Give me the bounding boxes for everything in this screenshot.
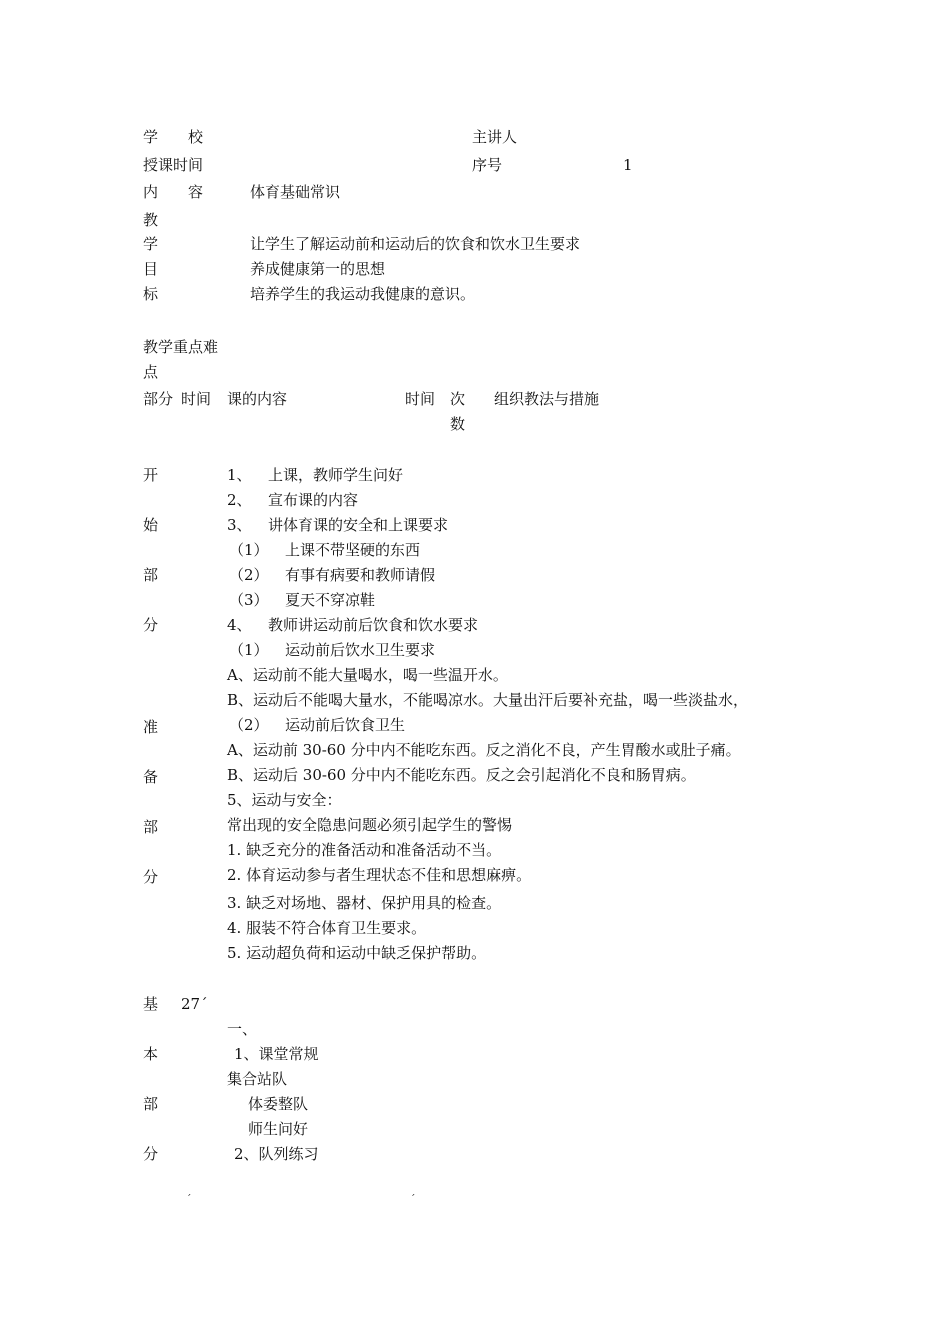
- lecturer-label: 主讲人: [472, 128, 518, 146]
- start-label-char: 始: [143, 516, 159, 534]
- column-content: 课的内容: [227, 390, 288, 408]
- prep-label-char: 备: [143, 768, 159, 786]
- column-method: 组织教法与措施: [494, 390, 600, 408]
- goals-label-char: 教: [143, 211, 159, 229]
- roman-one: 一、: [227, 1020, 258, 1038]
- safety-item: 5. 运动超负荷和运动中缺乏保护帮助。: [227, 944, 487, 962]
- item-number: 3、: [227, 516, 252, 534]
- safety-item: 1. 缺乏充分的准备活动和准备活动不当。: [227, 841, 502, 859]
- column-time: 时间: [181, 390, 212, 408]
- sub-item-text: 运动前后饮食卫生: [285, 716, 406, 734]
- water-rule-line: A、运动前不能大量喝水，喝一些温开水。: [227, 666, 508, 684]
- sub-item-text: 有事有病要和教师请假: [285, 566, 436, 584]
- basic-label-char: 分: [143, 1145, 159, 1163]
- goals-label-char: 学: [143, 235, 159, 253]
- basic-time: 27´: [181, 995, 208, 1013]
- prep-label-char: 部: [143, 818, 159, 836]
- column-part: 部分: [143, 390, 174, 408]
- start-label-char: 开: [143, 466, 159, 484]
- basic-label-char: 本: [143, 1045, 159, 1063]
- sub-item-number: （3）: [229, 591, 269, 609]
- basic-label-char: 部: [143, 1095, 159, 1113]
- safety-item: 2. 体育运动参与者生理状态不佳和思想麻痹。: [227, 866, 532, 884]
- sub-item-number: （1）: [229, 641, 269, 659]
- sub-item-number: （2）: [229, 566, 269, 584]
- safety-title: 5、运动与安全：: [227, 791, 342, 809]
- greet-item: 师生问好: [248, 1120, 309, 1138]
- start-label-char: 分: [143, 616, 159, 634]
- item-text: 讲体育课的安全和上课要求: [268, 516, 449, 534]
- start-label-char: 部: [143, 566, 159, 584]
- column-count: 数: [450, 415, 466, 433]
- safety-item: 4. 服装不符合体育卫生要求。: [227, 919, 427, 937]
- prep-label-char: 分: [143, 868, 159, 886]
- safety-item: 3. 缺乏对场地、器材、保护用具的检查。: [227, 894, 502, 912]
- key-points-label: 教学重点难: [143, 338, 219, 356]
- goals-label-char: 目: [143, 260, 159, 278]
- sub-item-number: （1）: [229, 541, 269, 559]
- item-number: 4、: [227, 616, 252, 634]
- footer-tick: ´: [410, 1193, 416, 1206]
- goal-line: 养成健康第一的思想: [250, 260, 386, 278]
- goal-line: 培养学生的我运动我健康的意识。: [250, 285, 476, 303]
- column-time2: 时间: [405, 390, 436, 408]
- sequence-value: 1: [623, 156, 633, 174]
- footer-tick: ´: [186, 1193, 192, 1206]
- safety-intro: 常出现的安全隐患问题必须引起学生的警惕: [227, 816, 513, 834]
- item-text: 宣布课的内容: [268, 491, 359, 509]
- sequence-label: 序号: [472, 156, 503, 174]
- item-text: 上课，教师学生问好: [268, 466, 404, 484]
- content-label: 内 容: [143, 183, 204, 201]
- sub-item-number: （2）: [229, 716, 269, 734]
- water-rule-line: B、运动后不能喝大量水，不能喝凉水。大量出汗后要补充盐，喝一些淡盐水，: [227, 691, 749, 709]
- basic-label-char: 基: [143, 995, 159, 1013]
- goal-line: 让学生了解运动前和运动后的饮食和饮水卫生要求: [250, 235, 581, 253]
- column-count: 次: [450, 390, 466, 408]
- item-number: 2、: [227, 491, 252, 509]
- sub-item-text: 运动前后饮水卫生要求: [285, 641, 436, 659]
- item-number: 1、: [227, 466, 252, 484]
- food-rule-line: A、运动前 30-60 分中内不能吃东西。反之消化不良，产生胃酸水或肚子痛。: [227, 741, 741, 759]
- sub-item-text: 上课不带坚硬的东西: [285, 541, 421, 559]
- assemble-item: 集合站队: [227, 1070, 288, 1088]
- routine-item: 1、课堂常规: [234, 1045, 319, 1063]
- class-time-label: 授课时间: [143, 156, 204, 174]
- monitor-item: 体委整队: [248, 1095, 309, 1113]
- sub-item-text: 夏天不穿凉鞋: [285, 591, 376, 609]
- content-value: 体育基础常识: [250, 183, 341, 201]
- goals-label-char: 标: [143, 285, 159, 303]
- drill-item: 2、队列练习: [234, 1145, 319, 1163]
- food-rule-line: B、运动后 30-60 分中内不能吃东西。反之会引起消化不良和肠胃病。: [227, 766, 696, 784]
- item-text: 教师讲运动前后饮食和饮水要求: [268, 616, 479, 634]
- key-points-label: 点: [143, 363, 159, 381]
- prep-label-char: 准: [143, 718, 159, 736]
- school-label: 学 校: [143, 128, 204, 146]
